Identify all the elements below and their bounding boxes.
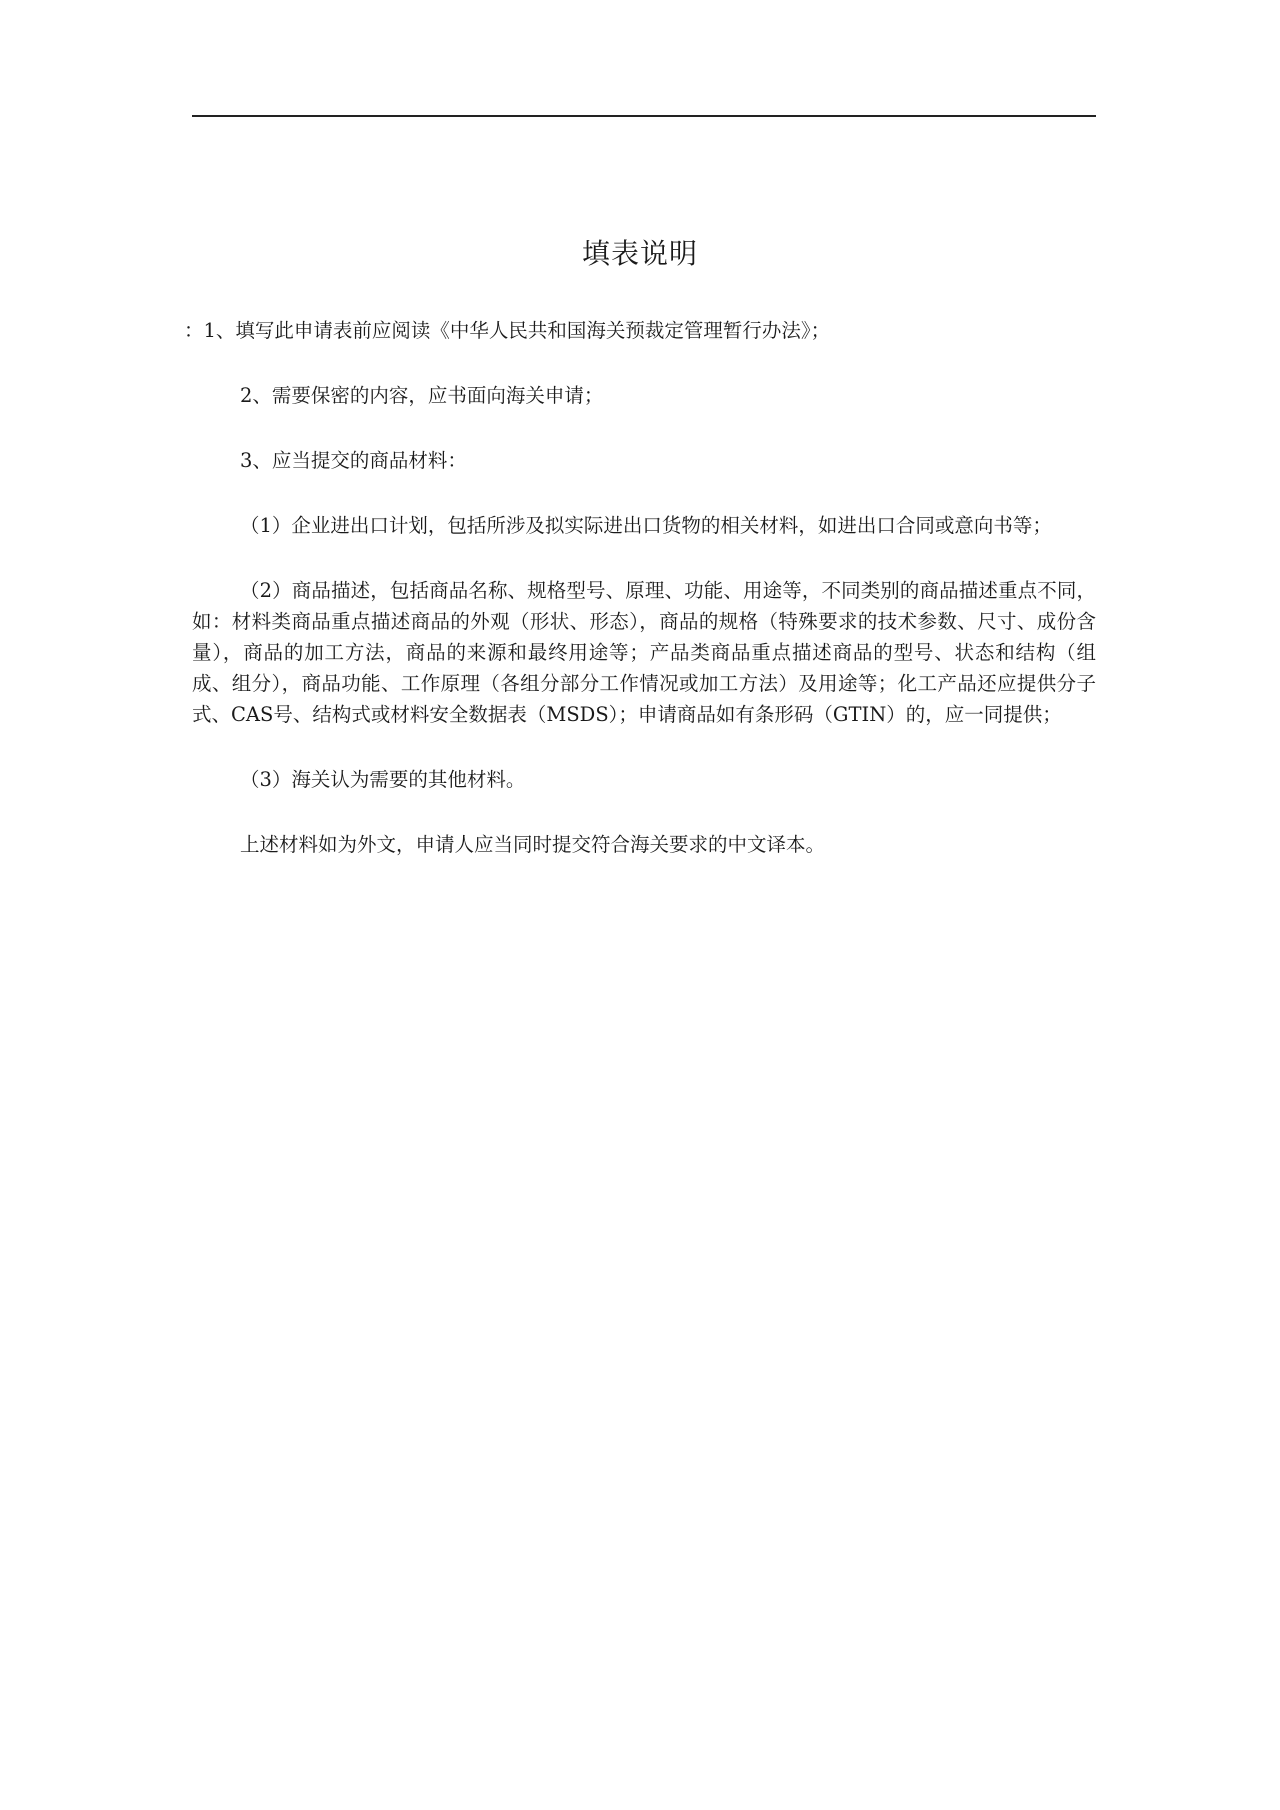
paragraph-item-2: 2、需要保密的内容，应书面向海关申请； <box>240 384 604 407</box>
paragraph-item-1: ：1、填写此申请表前应阅读《中华人民共和国海关预裁定管理暂行办法》； <box>184 319 831 342</box>
paragraph-item-3-2: （2）商品描述，包括商品名称、规格型号、原理、功能、用途等，不同类别的商品描述重点不同，如：材料类商品重点描述商品的外观（形状、形态），商品的规格（特殊要求的技术参数、尺寸、成份含量），商品的加工方法，商品的来源和最终用途等；产品类商品重点描述商品的型号、状态和结构（组成、组分），商品功能、工作原理（各组分部分工作情况或加工方法）及用途等；化工产品还应提供分子式、CAS号、结构式或材料安全数据表（MSDS）；申请商品如有条形码（GTIN）的，应一同提供； <box>192 579 1096 726</box>
paragraph-item-3: 3、应当提交的商品材料： <box>240 449 467 472</box>
paragraph-item-3-1: （1）企业进出口计划，包括所涉及拟实际进出口货物的相关材料，如进出口合同或意向书等； <box>240 514 1052 537</box>
document-body <box>184 315 1096 894</box>
page-title: 填表说明 <box>581 237 698 270</box>
header-rule <box>192 115 1096 117</box>
paragraph-item-3-3: （3）海关认为需要的其他材料。 <box>240 768 526 791</box>
paragraph-translation-note: 上述材料如为外文，申请人应当同时提交符合海关要求的中文译本。 <box>240 833 826 856</box>
